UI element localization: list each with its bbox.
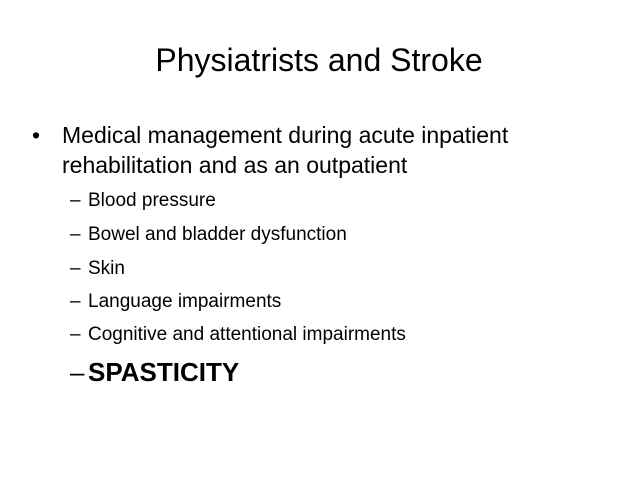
- sub-bullet-emphasis-text: SPASTICITY: [88, 357, 240, 387]
- sub-bullet-marker: –: [70, 291, 81, 312]
- sub-bullet-text: Bowel and bladder dysfunction: [88, 224, 347, 245]
- sub-bullet-marker: –: [70, 324, 81, 345]
- bullet-text-line-1: Medical management during acute inpatient: [62, 122, 509, 148]
- sub-bullet-marker: –: [70, 190, 81, 211]
- slide-title: Physiatrists and Stroke: [155, 42, 483, 78]
- bullet-text-line-2: rehabilitation and as an outpatient: [62, 152, 408, 178]
- sub-bullet-blood-pressure: [70, 189, 216, 213]
- sub-bullet-marker: –: [70, 224, 81, 245]
- sub-bullet-marker: –: [70, 258, 81, 279]
- sub-bullet-skin: [70, 257, 125, 281]
- sub-bullet-text: Blood pressure: [88, 190, 216, 211]
- sub-bullet-spasticity: [70, 355, 239, 389]
- sub-bullet-text: Language impairments: [88, 291, 282, 312]
- sub-bullet-language: [70, 290, 281, 314]
- bullet-marker: •: [32, 122, 41, 148]
- sub-bullet-bowel-bladder: [70, 223, 347, 247]
- sub-bullet-cognitive: [70, 323, 406, 347]
- sub-bullet-marker: –: [70, 357, 85, 387]
- sub-bullet-text: Skin: [88, 258, 125, 279]
- sub-bullet-text: Cognitive and attentional impairments: [88, 324, 406, 345]
